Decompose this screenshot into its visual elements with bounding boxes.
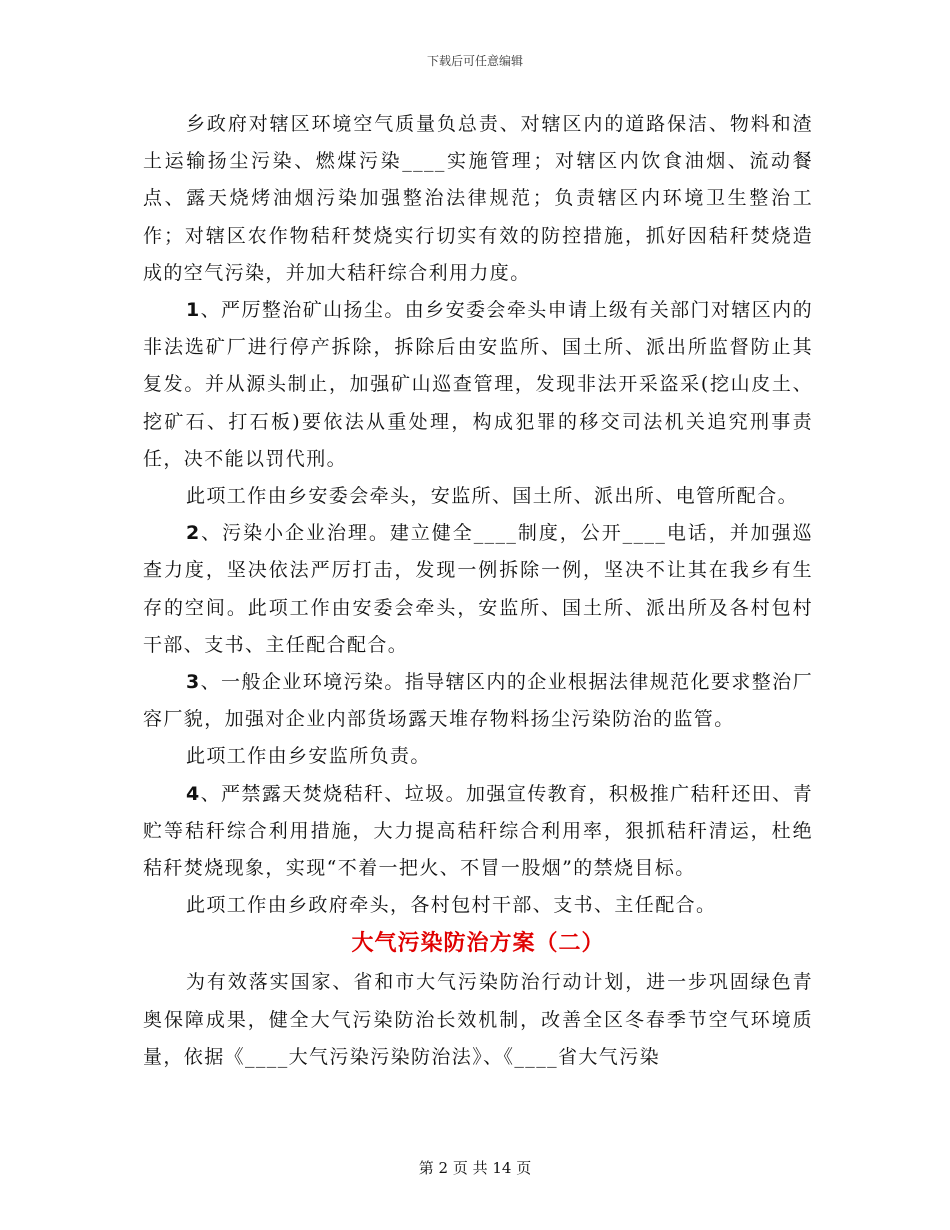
item-text: 、污染小企业治理。建立健全____制度，公开____电话，并加强巡查力度，坚决依法严厉打击，发现一例拆除一例，坚决不让其在我乡有生存的空间。此项工作由安委会牵头，安监所、国土所、派出所及各村包村干部、支书、主任配合配合。 — [143, 522, 813, 656]
item-number: 2 — [186, 522, 201, 545]
list-item-mine-dust — [143, 292, 813, 478]
paragraph-straw-burning-responsibility: 此项工作由乡政府牵头，各村包村干部、支书、主任配合。 — [186, 894, 717, 917]
paragraph-section2-intro: 为有效落实国家、省和市大气污染防治行动计划，进一步巩固绿色青奥保障成果，健全大气污染防治长效机制，改善全区冬春季节空气环境质量，依据《____大气污染污染防治法》、《____省大气污染 — [143, 971, 813, 1068]
paragraph-mine-dust-responsibility: 此项工作由乡安委会牵头，安监所、国土所、派出所、电管所配合。 — [186, 485, 799, 508]
page-number: 第 2 页 共 14 页 — [418, 1159, 532, 1177]
paragraph-general-enterprise-responsibility: 此项工作由乡安监所负责。 — [186, 745, 431, 768]
section-title: 大气污染防治方案（二） — [351, 931, 605, 957]
paragraph-township-responsibility: 乡政府对辖区环境空气质量负总责、对辖区内的道路保洁、物料和渣土运输扬尘污染、燃煤污染____实施管理；对辖区内饮食油烟、流动餐点、露天烧烤油烟污染加强整治法律规范；负责辖区内环境卫生整治工作；对辖区农作物秸秆焚烧实行切实有效的防控措施，抓好因秸秆焚烧造成的空气污染，并加大秸秆综合利用力度。 — [143, 113, 813, 284]
document-body — [143, 106, 813, 1076]
item-text: 、严厉整治矿山扬尘。由乡安委会牵头申请上级有关部门对辖区内的非法选矿厂进行停产拆除，拆除后由安监所、国土所、派出所监督防止其复发。并从源头制止，加强矿山巡查管理，发现非法开采盗采(挖山皮土、挖矿石、打石板)要依法从重处理，构成犯罪的移交司法机关追究刑事责任，决不能以罚代刑。 — [143, 299, 813, 470]
page-header: 下载后可任意编辑 — [426, 54, 523, 68]
item-number: 3 — [186, 671, 201, 694]
item-text: 、严禁露天焚烧秸秆、垃圾。加强宣传教育，积极推广秸秆还田、青贮等秸秆综合利用措施，大力提高秸秆综合利用率，狠抓秸秆清运，杜绝秸秆焚烧现象，实现“不着一把火、不冒一股烟”的禁烧目标。 — [143, 782, 813, 880]
list-item-straw-burning — [143, 776, 813, 888]
list-item-general-enterprise — [143, 664, 813, 738]
item-text: 、一般企业环境污染。指导辖区内的企业根据法律规范化要求整治厂容厂貌，加强对企业内部货场露天堆存物料扬尘污染防治的监管。 — [143, 671, 813, 731]
item-number: 1 — [186, 299, 201, 322]
list-item-small-enterprise — [143, 515, 813, 664]
item-number: 4 — [186, 782, 201, 805]
